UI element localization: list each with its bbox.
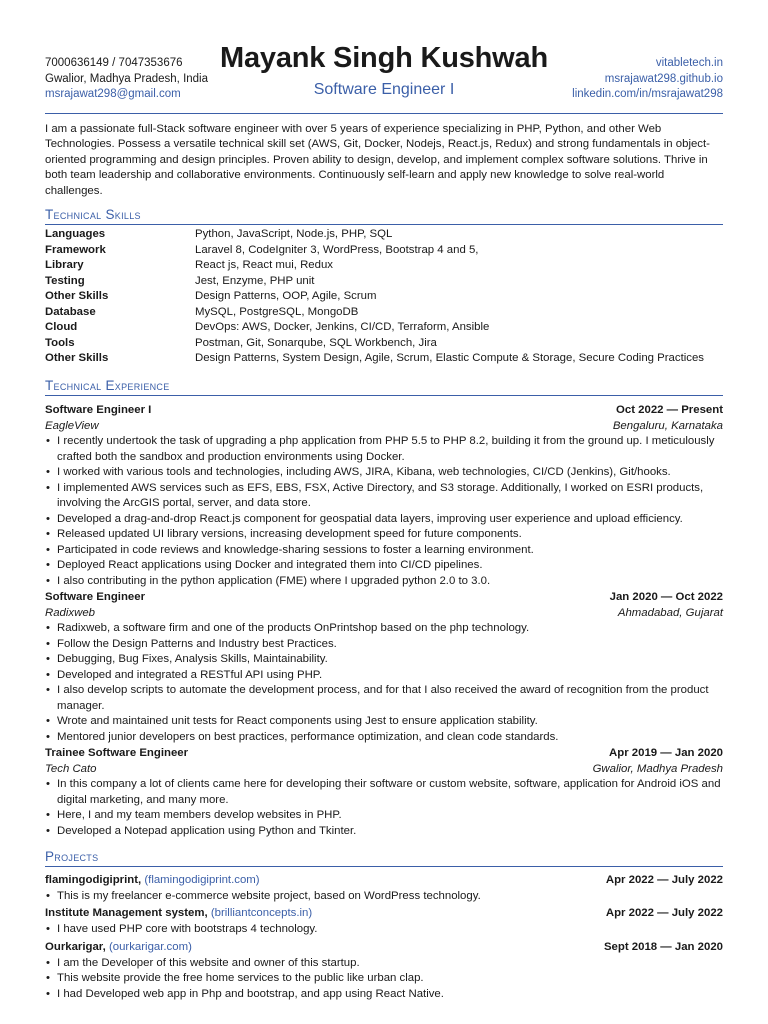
job-role: Trainee Software Engineer bbox=[45, 747, 189, 759]
skill-value: React js, React mui, Redux bbox=[195, 259, 334, 271]
job-dates: Apr 2019 — Jan 2020 bbox=[609, 747, 723, 759]
skill-row bbox=[45, 320, 725, 336]
project-bullets bbox=[45, 922, 723, 938]
skill-value: MySQL, PostgreSQL, MongoDB bbox=[195, 305, 359, 318]
skills-table bbox=[45, 227, 725, 367]
project-name: Institute Management system, bbox=[45, 907, 208, 919]
project-name: Ourkarigar, bbox=[45, 941, 106, 953]
job-bullets bbox=[45, 434, 723, 589]
location: Gwalior, Madhya Pradesh, India bbox=[45, 72, 209, 85]
skill-value: Design Patterns, System Design, Agile, Scrum, Elastic Compute & Storage, Secure Coding Practices bbox=[195, 352, 705, 364]
project-entry-ourkarigar bbox=[45, 940, 723, 1002]
skill-value: Postman, Git, Sonarqube, SQL Workbench, Jira bbox=[195, 336, 437, 349]
skill-row bbox=[45, 351, 725, 367]
skill-label: Tools bbox=[45, 336, 75, 349]
skill-label: Testing bbox=[45, 274, 85, 287]
project-link[interactable]: (ourkarigar.com) bbox=[108, 941, 192, 953]
skill-label: Other Skills bbox=[45, 290, 109, 302]
job-location: Bengaluru, Karnataka bbox=[612, 419, 723, 432]
skill-label: Database bbox=[45, 305, 96, 318]
skill-value: DevOps: AWS, Docker, Jenkins, CI/CD, Terraform, Ansible bbox=[195, 321, 490, 333]
section-divider bbox=[45, 395, 723, 396]
linkedin-link[interactable]: linkedin.com/in/msrajawat298 bbox=[572, 88, 723, 100]
skill-row bbox=[45, 289, 725, 305]
list-item: • Released updated UI library versions, increasing development speed for future components. bbox=[45, 527, 723, 543]
list-item: • I implemented AWS services such as EFS, EBS, FSX, Active Directory, and S3 storage. Additionally, I worked on ESRI products, involving the ArcGIS portal, server, and data store. bbox=[45, 481, 723, 512]
job-header bbox=[45, 746, 723, 762]
list-item: • I also develop scripts to automate the development process, and for that I also received the award of recognition from the product manager. bbox=[45, 683, 723, 714]
job-company: Tech Cato bbox=[45, 762, 97, 775]
skill-label: Library bbox=[45, 259, 84, 271]
job-header bbox=[45, 590, 723, 606]
name-block bbox=[200, 40, 568, 100]
skill-label: Languages bbox=[45, 228, 106, 240]
phone-number: 7000636149 / 7047353676 bbox=[45, 57, 183, 69]
list-item: • This website provide the free home services to the public like urban clap. bbox=[45, 971, 723, 987]
job-subheader bbox=[45, 606, 723, 622]
job-header bbox=[45, 403, 723, 419]
section-divider bbox=[45, 224, 723, 225]
list-item: • I worked with various tools and technologies, including AWS, JIRA, Kibana, web technologies, CI/CD (Jenkins), Git/hooks. bbox=[45, 465, 723, 481]
list-item: • I had Developed web app in Php and bootstrap, and app using React Native. bbox=[45, 987, 723, 1003]
github-link[interactable]: msrajawat298.github.io bbox=[604, 72, 723, 85]
skill-row bbox=[45, 336, 725, 352]
project-header bbox=[45, 906, 723, 922]
job-bullets bbox=[45, 621, 723, 745]
list-item: • Developed and integrated a RESTful API using PHP. bbox=[45, 668, 723, 684]
job-subheader bbox=[45, 762, 723, 778]
list-item: • I have used PHP core with bootstraps 4 technology. bbox=[45, 922, 723, 938]
list-item: • This is my freelancer e-commerce website project, based on WordPress technology. bbox=[45, 889, 723, 905]
job-location: Ahmadabad, Gujarat bbox=[617, 606, 723, 619]
list-item: • Participated in code reviews and knowledge-sharing sessions to foster a learning environment. bbox=[45, 543, 723, 559]
section-divider bbox=[45, 866, 723, 867]
list-item: • Developed a drag-and-drop React.js component for geospatial data layers, improving user experience and upload efficiency. bbox=[45, 512, 723, 528]
skill-row bbox=[45, 274, 725, 290]
skill-label: Cloud bbox=[45, 321, 78, 333]
summary-paragraph: I am a passionate full-Stack software engineer with over 5 years of experience specializing in PHP, Python, and other Web Technologies. Possess a versatile technical skill set (AWS, Git, Docker, Nodejs, React.js, Redux) and strong fundamentals in object-oriented programming and design principles. Proven ability to design, develop, and implement complex software solutions. Thrive in both team leadership and collaborative environments. Continuously self-learn and apply new knowledge to solve real-world challenges. bbox=[45, 123, 710, 197]
project-dates: Apr 2022 — July 2022 bbox=[605, 907, 723, 919]
project-link[interactable]: (brilliantconcepts.in) bbox=[210, 907, 313, 919]
project-bullets bbox=[45, 889, 723, 905]
list-item: • Mentored junior developers on best practices, performance optimization, and clean code standards. bbox=[45, 730, 723, 746]
skill-value: Jest, Enzyme, PHP unit bbox=[195, 274, 315, 287]
list-item: • In this company a lot of clients came here for developing their software or custom website, software, application for Android iOS and digital marketing, and many more. bbox=[45, 777, 723, 808]
list-item: • I am the Developer of this website and owner of this startup. bbox=[45, 956, 723, 972]
list-item: • Developed a Notepad application using Python and Tkinter. bbox=[45, 824, 723, 840]
skill-row bbox=[45, 305, 725, 321]
job-role: Software Engineer bbox=[45, 591, 146, 603]
skill-value: Laravel 8, CodeIgniter 3, WordPress, Bootstrap 4 and 5, bbox=[195, 243, 479, 256]
job-dates: Jan 2020 — Oct 2022 bbox=[609, 591, 723, 603]
job-role: Software Engineer I bbox=[45, 404, 152, 416]
job-entry-eagleview bbox=[45, 403, 723, 589]
list-item: • Radixweb, a software firm and one of the products OnPrintshop based on the php technology. bbox=[45, 621, 723, 637]
project-name: flamingodigiprint, bbox=[45, 874, 142, 886]
list-item: • Deployed React applications using Docker and integrated them into CI/CD pipelines. bbox=[45, 558, 723, 574]
list-item: • Debugging, Bug Fixes, Analysis Skills, Maintainability. bbox=[45, 652, 723, 668]
project-dates: Apr 2022 — July 2022 bbox=[605, 874, 723, 886]
job-company: Radixweb bbox=[45, 606, 96, 619]
section-title-experience: Technical Experience bbox=[45, 378, 170, 393]
project-entry-flamingodigiprint bbox=[45, 873, 723, 904]
skill-row bbox=[45, 258, 725, 274]
skill-row bbox=[45, 243, 725, 259]
web-links bbox=[572, 56, 723, 103]
project-dates: Sept 2018 — Jan 2020 bbox=[603, 941, 723, 953]
list-item: • Here, I and my team members develop websites in PHP. bbox=[45, 808, 723, 824]
list-item: • I also contributing in the python application (FME) where I upgraded python 2.0 to 3.0. bbox=[45, 574, 723, 590]
project-bullets bbox=[45, 956, 723, 1003]
project-link[interactable]: (flamingodigiprint.com) bbox=[144, 874, 260, 886]
skill-row bbox=[45, 227, 725, 243]
website-link[interactable]: vitabletech.in bbox=[655, 57, 723, 69]
section-title-projects: Projects bbox=[45, 849, 99, 864]
job-subheader bbox=[45, 419, 723, 435]
skill-value: Design Patterns, OOP, Agile, Scrum bbox=[195, 290, 377, 302]
email-link[interactable]: msrajawat298@gmail.com bbox=[45, 88, 181, 100]
list-item: • Wrote and maintained unit tests for React components using Jest to ensure application stability. bbox=[45, 714, 723, 730]
list-item: • Follow the Design Patterns and Industry best Practices. bbox=[45, 637, 723, 653]
project-header bbox=[45, 940, 723, 956]
job-bullets bbox=[45, 777, 723, 839]
job-entry-techcato bbox=[45, 746, 723, 839]
contact-info bbox=[45, 56, 208, 103]
project-header bbox=[45, 873, 723, 889]
project-entry-institute-management bbox=[45, 906, 723, 937]
full-name: Mayank Singh Kushwah bbox=[220, 42, 548, 74]
job-dates: Oct 2022 — Present bbox=[616, 404, 723, 416]
job-entry-radixweb bbox=[45, 590, 723, 745]
job-company: EagleView bbox=[45, 419, 99, 432]
section-title-skills: Technical Skills bbox=[45, 207, 141, 222]
job-location: Gwalior, Madhya Pradesh bbox=[592, 762, 723, 775]
skill-value: Python, JavaScript, Node.js, PHP, SQL bbox=[195, 228, 393, 240]
skill-label: Framework bbox=[45, 243, 106, 256]
job-title: Software Engineer I bbox=[313, 81, 455, 98]
skill-label: Other Skills bbox=[45, 352, 109, 364]
header-divider bbox=[45, 113, 723, 114]
list-item: • I recently undertook the task of upgrading a php application from PHP 5.5 to PHP 8.2, building it from the ground up. I meticulously crafted both the sandbox and production environments using Docker. bbox=[45, 434, 723, 465]
